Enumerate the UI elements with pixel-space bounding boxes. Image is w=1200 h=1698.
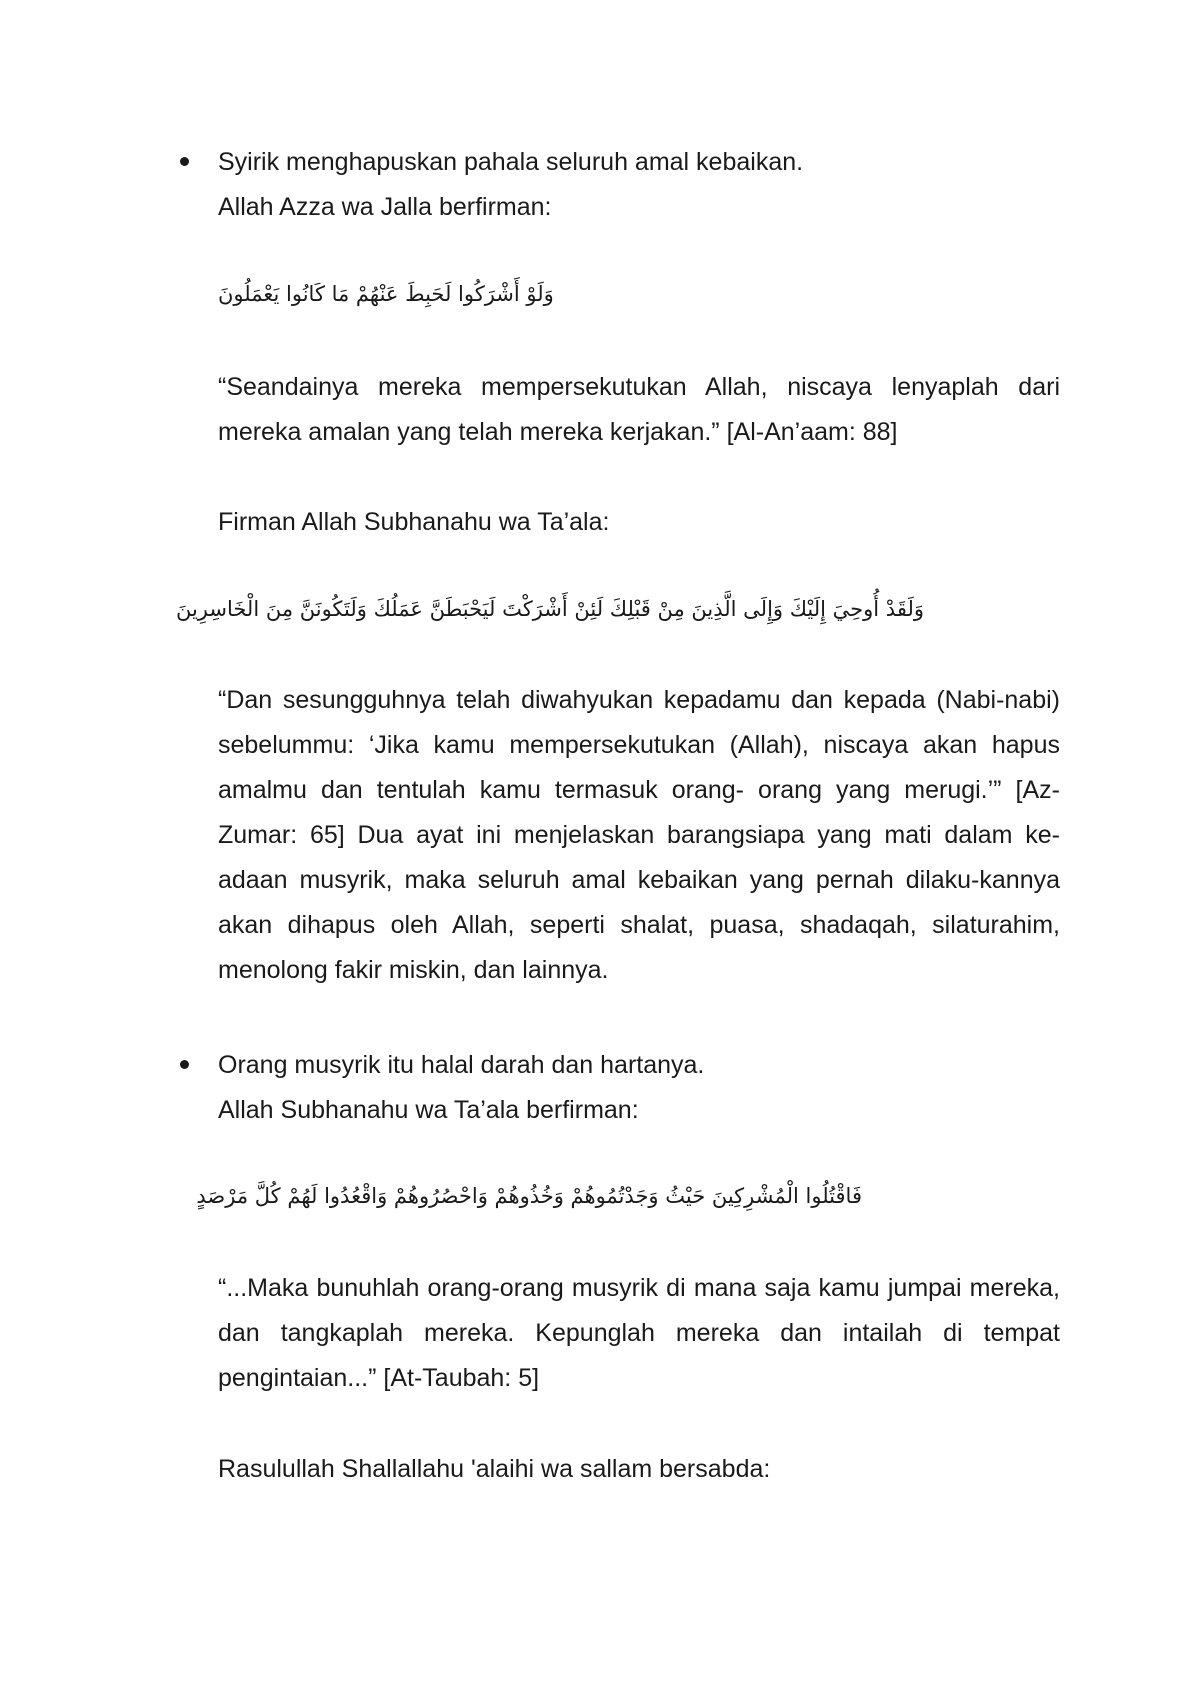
section2-bullet-text: Orang musyrik itu halal darah dan hartanya. (218, 1051, 705, 1079)
section1-arabic-verse-2: وَلَقَدْ أُوحِيَ إِلَيْكَ وَإِلَى الَّذِينَ مِنْ قَبْلِكَ لَئِنْ أَشْرَكْتَ لَيَحْبَطَنَّ عَمَلُكَ وَلَتَكُونَنَّ مِنَ الْخَاسِرِينَ (175, 597, 924, 621)
bullet-point-1 (180, 157, 189, 166)
section1-translation-2: “Dan sesungguhnya telah diwahyukan kepadamu dan kepada (Nabi-nabi) sebelummu: ‘Jika kamu mempersekutukan (Allah), niscaya akan hapus amalmu dan tentulah kamu termasuk orang- orang yang merugi.’” [Az-Zumar: 65] Dua ayat ini menjelaskan barangsiapa yang mati dalam ke-adaan musyrik, maka seluruh amal kebaikan yang pernah dilaku-kannya akan dihapus oleh Allah, seperti shalat, puasa, shadaqah, silaturahim, menolong fakir miskin, dan lainnya. (218, 686, 1060, 984)
section1-bullet-text: Syirik menghapuskan pahala seluruh amal kebaikan. (218, 148, 804, 176)
section1-translation-1: “Seandainya mereka mempersekutukan Allah, niscaya lenyaplah dari mereka amalan yang telah mereka kerjakan.” [Al-An’aam: 88] (218, 373, 1060, 446)
section2-translation-1: “...Maka bunuhlah orang-orang musyrik di mana saja kamu jumpai mereka, dan tangkaplah mereka. Kepunglah mereka dan intailah di tempat pengintaian...” [At-Taubah: 5] (218, 1274, 1060, 1392)
bullet-point-2 (180, 1060, 189, 1069)
section1-arabic-verse-1: وَلَوْ أَشْرَكُوا لَحَبِطَ عَنْهُمْ مَا كَانُوا يَعْمَلُونَ (218, 282, 554, 306)
section1-intro: Allah Azza wa Jalla berfirman: (218, 193, 552, 221)
section2-intro: Allah Subhanahu wa Ta’ala berfirman: (218, 1096, 639, 1124)
section1-intro-2: Firman Allah Subhanahu wa Ta’ala: (218, 508, 610, 536)
section2-arabic-verse-1: فَاقْتُلُوا الْمُشْرِكِينَ حَيْثُ وَجَدْتُمُوهُمْ وَخُذُوهُمْ وَاحْصُرُوهُمْ وَاقْعُدُوا لَهُمْ كُلَّ مَرْصَدٍ (196, 1184, 862, 1208)
section2-closing: Rasulullah Shallallahu 'alaihi wa sallam bersabda: (218, 1455, 771, 1483)
